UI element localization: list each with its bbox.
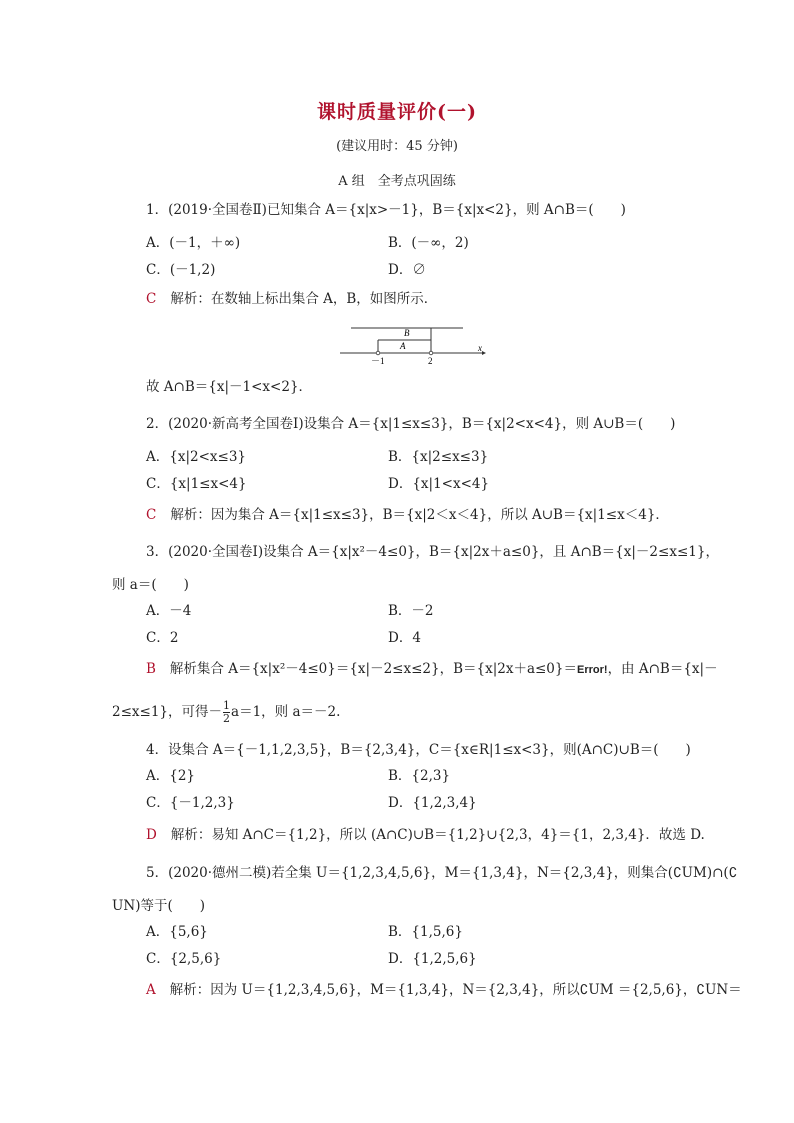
q3-solution-line2 <box>112 700 340 725</box>
q2-solution <box>146 506 669 524</box>
q1-stem: 1．(2019·全国卷Ⅱ)已知集合 A＝{x|x>－1}，B＝{x|x<2}，则 A∩B＝( ) <box>146 202 626 218</box>
label-a: A <box>400 341 406 351</box>
q4-option-d: D．{1,2,3,4} <box>388 795 477 811</box>
q5-stem-line1: 5．(2020·德州二模)若全集 U＝{1,2,3,4,5,6}，M＝{1,3,4}，N＝{2,3,4}，则集合(∁UM)∩(∁ <box>146 865 738 881</box>
q5-stem-line2: UN)等于( ) <box>112 898 205 914</box>
q1-solution <box>146 290 437 308</box>
q3-fraction <box>223 700 230 725</box>
q3-solution-text1: 解析集合 A＝{x|x²－4≤0}＝{x|－2≤x≤2}，B＝{x|2x＋a≤0}＝ <box>169 661 577 677</box>
q3-option-a: A．－4 <box>146 603 192 619</box>
axis-label-x: x <box>478 343 482 353</box>
q3-frac-den: 2 <box>223 712 231 725</box>
q5-option-a: A．{5,6} <box>146 924 208 940</box>
number-line-diagram <box>338 322 488 366</box>
group-heading: A 组 全考点巩固练 <box>338 174 456 189</box>
q3-solution-text1b: ，由 A∩B＝{x|－ <box>607 661 718 677</box>
q5-solution-text: 解析：因为 U＝{1,2,3,4,5,6}，M＝{1,3,4}，N＝{2,3,4}，所以∁UM ＝{2,5,6}，∁UN＝ <box>169 982 742 998</box>
point-2 <box>429 351 433 355</box>
q3-option-d: D．4 <box>388 630 421 646</box>
q2-option-a: A．{x|2<x≤3} <box>146 449 247 465</box>
q2-option-d: D．{x|1<x<4} <box>388 476 490 492</box>
q1-solution-text: 解析：在数轴上标出集合 A，B，如图所示． <box>170 291 438 307</box>
tick-2: 2 <box>428 356 433 366</box>
label-b: B <box>404 328 410 338</box>
q3-option-b: B．－2 <box>388 603 434 619</box>
q1-option-a: A．(－1，＋∞) <box>146 235 241 251</box>
q4-option-a: A．{2} <box>146 768 196 784</box>
q5-solution <box>146 981 742 999</box>
q3-answer: B <box>146 661 156 677</box>
point-neg1 <box>376 351 380 355</box>
q2-option-b: B．{x|2≤x≤3} <box>388 449 489 465</box>
q4-answer: D <box>146 827 157 843</box>
q3-option-c: C．2 <box>146 630 179 646</box>
q3-solution-line1 <box>146 660 718 679</box>
q5-option-d: D．{1,2,5,6} <box>388 951 477 967</box>
tick-neg1: －1 <box>371 356 385 366</box>
q4-solution-text: 解析：易知 A∩C＝{1,2}，所以 (A∩C)∪B＝{1,2}∪{2,3，4}＝{1，2,3,4}．故选 D. <box>170 827 705 843</box>
q3-stem-line2: 则 a＝( ) <box>112 577 189 593</box>
q3-stem-line1: 3．(2020·全国卷Ⅰ)设集合 A＝{x|x²－4≤0}，B＝{x|2x＋a≤0}，且 A∩B＝{x|－2≤x≤1}， <box>146 544 719 560</box>
q2-solution-text: 解析：因为集合 A＝{x|1≤x≤3}，B＝{x|2＜x＜4}，所以 A∪B＝{x|1≤x＜4}． <box>170 507 669 523</box>
q4-option-c: C．{－1,2,3} <box>146 795 235 811</box>
q4-solution <box>146 826 705 844</box>
q3-frac-num: 1 <box>223 699 231 712</box>
q2-option-c: C．{x|1≤x<4} <box>146 476 247 492</box>
q2-answer: C <box>146 507 157 523</box>
q5-option-b: B．{1,5,6} <box>388 924 463 940</box>
q5-option-c: C．{2,5,6} <box>146 951 222 967</box>
q3-solution-text2a: 2≤x≤1}，可得－ <box>112 704 223 720</box>
q1-conclusion: 故 A∩B＝{x|－1<x<2}． <box>146 379 313 395</box>
q1-answer: C <box>146 291 157 307</box>
q5-answer: A <box>146 982 156 998</box>
q1-option-b: B．(－∞，2) <box>388 235 469 251</box>
q1-option-d: D．∅ <box>388 262 426 278</box>
q3-error-text: Error! <box>577 664 608 676</box>
page-title: 课时质量评价(一) <box>317 101 477 123</box>
q4-stem: 4．设集合 A＝{－1,1,2,3,5}，B＝{2,3,4}，C＝{x∈R|1≤x<3}，则(A∩C)∪B＝( ) <box>146 742 691 758</box>
time-suggestion: (建议用时：45 分钟) <box>336 139 458 154</box>
q4-option-b: B．{2,3} <box>388 768 451 784</box>
q1-option-c: C．(－1,2) <box>146 262 216 278</box>
q2-stem: 2．(2020·新高考全国卷Ⅰ)设集合 A＝{x|1≤x≤3}，B＝{x|2<x<4}，则 A∪B＝( ) <box>146 416 676 432</box>
x-axis-arrow <box>482 351 486 355</box>
q3-solution-text2b: a＝1，则 a＝－2. <box>231 704 341 720</box>
